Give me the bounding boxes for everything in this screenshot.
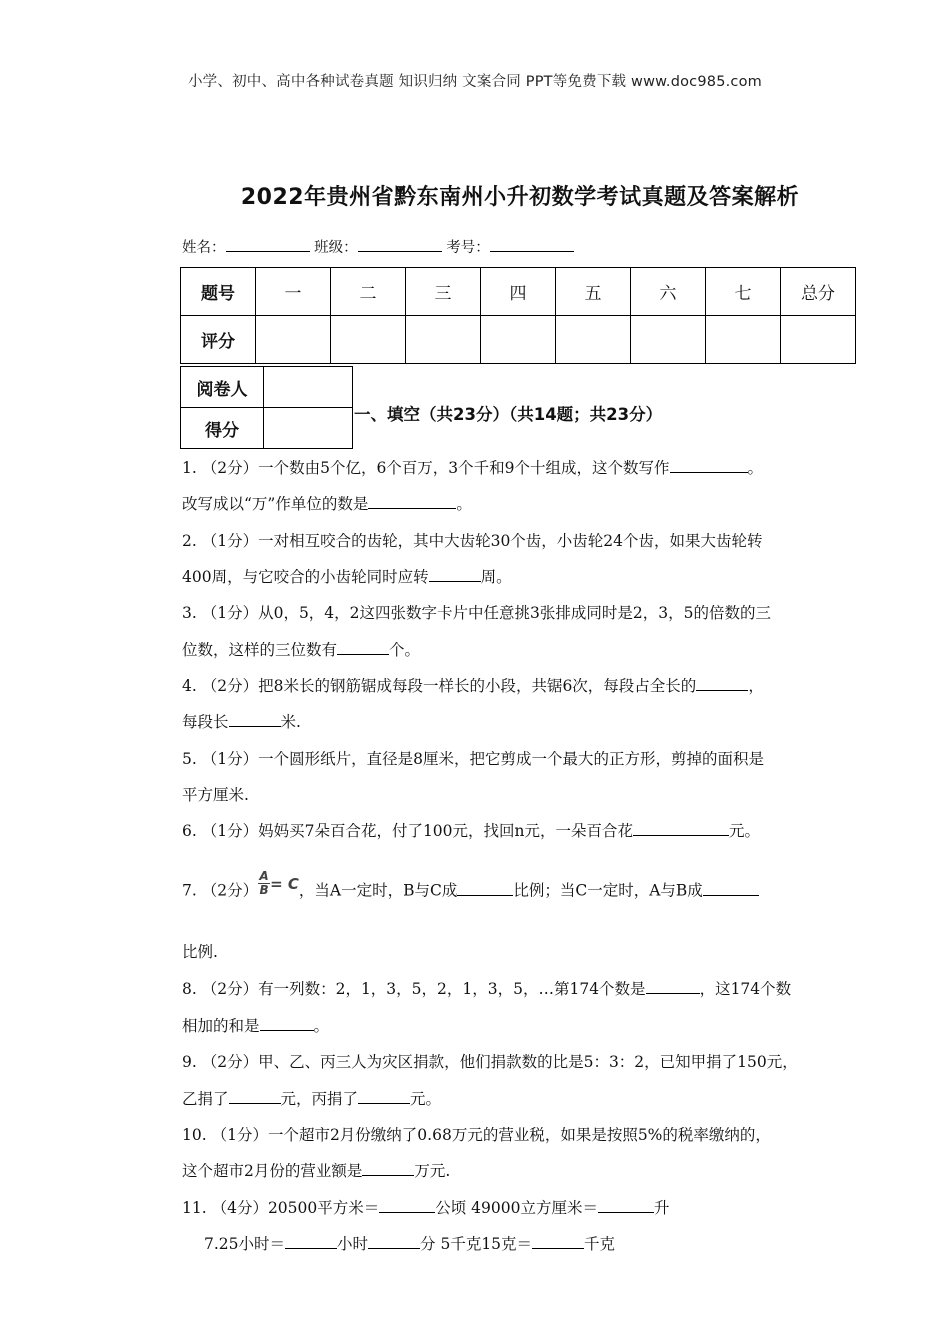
question-6-line-1 [182,819,760,841]
answer-blank[interactable] [337,639,389,655]
question-text: 千克 [584,1235,616,1253]
question-text: 个。 [389,641,421,659]
section-score-cell[interactable] [264,408,353,449]
question-text: 这个超市2月份的营业额是 [182,1162,363,1180]
score-table-header-row [181,268,856,316]
question-5-line-1 [182,747,764,769]
question-text: 3. （1分）从0，5，4，2这四张数字卡片中任意挑3张排成同时是2，3，5的倍数的三 [182,604,771,622]
answer-blank[interactable] [457,880,513,896]
score-header-cell: 一 [256,268,331,316]
question-2-line-2 [182,565,512,587]
question-text: 公顷 49000立方厘米＝ [435,1199,598,1217]
question-3-line-1 [182,601,771,623]
question-text: 平方厘米. [182,786,249,804]
class-blank[interactable] [358,237,442,252]
answer-blank[interactable] [646,978,700,994]
score-table-score-row [181,316,856,364]
question-text: 相加的和是 [182,1017,260,1035]
id-blank[interactable] [490,237,574,252]
page-title: 2022年贵州省黔东南州小升初数学考试真题及答案解析 [240,185,800,210]
question-text: 小时 [337,1235,369,1253]
answer-blank[interactable] [696,675,748,691]
question-8-line-1 [182,977,791,999]
question-text: 7. （2分） [182,881,259,900]
question-7-line-2 [182,940,218,962]
question-10-line-1 [182,1123,771,1145]
question-1-line-1 [182,456,763,478]
answer-blank[interactable] [379,1197,435,1213]
question-1-line-2 [182,492,472,514]
question-text: 8. （2分）有一列数：2，1，3，5，2，1，3，5，…第174个数是 [182,980,646,998]
reviewer-label: 阅卷人 [181,367,264,408]
header-note: 小学、初中、高中各种试卷真题 知识归纳 文案合同 PPT等免费下载 www.doc985.com [187,74,763,90]
answer-blank[interactable] [358,1088,410,1104]
question-text: 2. （1分）一对相互咬合的齿轮，其中大齿轮30个齿，小齿轮24个齿，如果大齿轮转 [182,532,763,550]
grader-table [180,366,353,449]
question-4-line-2 [182,710,301,732]
answer-blank[interactable] [285,1233,337,1249]
question-text: 7.25小时＝ [204,1235,286,1253]
question-text: 元。 [729,822,761,840]
question-text: 周。 [480,568,512,586]
question-text: 。 [313,1017,330,1035]
section-title: 一、填空（共23分）（共14题；共23分） [354,405,663,424]
question-text: 元。 [410,1090,442,1108]
question-text: 9. （2分）甲、乙、丙三人为灾区捐款，他们捐款数的比是5：3：2，已知甲捐了150元， [182,1053,798,1071]
question-text: 400周，与它咬合的小齿轮同时应转 [182,568,429,586]
answer-blank[interactable] [368,493,456,509]
reviewer-cell[interactable] [264,367,353,408]
question-text: 10. （1分）一个超市2月份缴纳了0.68万元的营业税，如果是按照5%的税率缴纳的， [182,1126,771,1144]
question-text: 元，丙捐了 [280,1090,359,1108]
answer-blank[interactable] [670,457,748,473]
score-cell[interactable] [631,316,706,364]
question-7-line-1 [182,869,759,905]
score-header-cell: 七 [706,268,781,316]
question-text: 1. （2分）一个数由5个亿，6个百万，3个千和9个十组成，这个数写作 [182,459,670,477]
question-text: 11. （4分）20500平方米＝ [182,1199,380,1217]
question-text: 每段长 [182,713,229,731]
question-text: 5. （1分）一个圆形纸片，直径是8厘米，把它剪成一个最大的正方形，剪掉的面积是 [182,750,764,768]
question-text: 。 [456,495,472,513]
question-5-line-2 [182,783,249,805]
student-info-line [182,236,574,257]
question-text: 比例. [182,943,218,961]
question-8-line-2 [182,1014,329,1036]
question-4-line-1 [182,674,764,696]
score-cell[interactable] [556,316,631,364]
question-text: ，这174个数 [699,980,792,998]
question-text: 分 5千克15克＝ [420,1235,533,1253]
question-11-line-1 [182,1196,670,1218]
score-header-cell: 总分 [781,268,856,316]
question-9-line-2 [182,1087,441,1109]
answer-blank[interactable] [229,711,281,727]
question-text: 升 [654,1199,670,1217]
score-header-cell: 题号 [181,268,256,316]
equals-c: = C [270,874,299,893]
question-text: 万元. [414,1162,451,1180]
question-text: 位数，这样的三位数有 [182,641,338,659]
question-3-line-2 [182,638,420,660]
question-11-line-2 [204,1232,615,1254]
answer-blank[interactable] [229,1088,281,1104]
answer-blank[interactable] [598,1197,654,1213]
question-text: 改写成以“万”作单位的数是 [182,495,369,513]
score-header-cell: 三 [406,268,481,316]
name-blank[interactable] [226,237,310,252]
question-text: ，当A一定时，B与C成 [298,881,458,900]
answer-blank[interactable] [260,1015,314,1031]
answer-blank[interactable] [368,1233,420,1249]
answer-blank[interactable] [362,1160,414,1176]
question-text: 比例；当C一定时，A与B成 [513,881,703,900]
score-cell[interactable] [331,316,406,364]
score-cell[interactable] [781,316,856,364]
score-header-cell: 六 [631,268,706,316]
score-cell[interactable] [256,316,331,364]
id-label: 考号： [446,240,490,256]
section-score-label: 得分 [181,408,264,449]
question-2-line-1 [182,529,763,551]
score-row-label: 评分 [181,316,256,364]
question-text: 6. （1分）妈妈买7朵百合花，付了100元，找回n元，一朵百合花 [182,822,634,840]
question-10-line-2 [182,1159,450,1181]
score-table [180,267,856,364]
answer-blank[interactable] [532,1233,584,1249]
question-text: 乙捐了 [182,1090,229,1108]
name-label: 姓名： [182,240,226,256]
score-cell[interactable] [706,316,781,364]
score-header-cell: 五 [556,268,631,316]
score-header-cell: 二 [331,268,406,316]
class-label: 班级： [314,240,358,256]
answer-blank[interactable] [703,880,759,896]
question-text: ， [748,677,764,695]
score-header-cell: 四 [481,268,556,316]
score-cell[interactable] [406,316,481,364]
fraction-a-over-b: $\frac{A}{B}$ [259,869,269,897]
score-cell[interactable] [481,316,556,364]
question-text: 4. （2分）把8米长的钢筋锯成每段一样长的小段，共锯6次，每段占全长的 [182,677,697,695]
question-text: 。 [747,459,764,477]
answer-blank[interactable] [633,820,729,836]
answer-blank[interactable] [429,566,481,582]
question-text: 米. [280,713,301,731]
question-9-line-1 [182,1050,798,1072]
